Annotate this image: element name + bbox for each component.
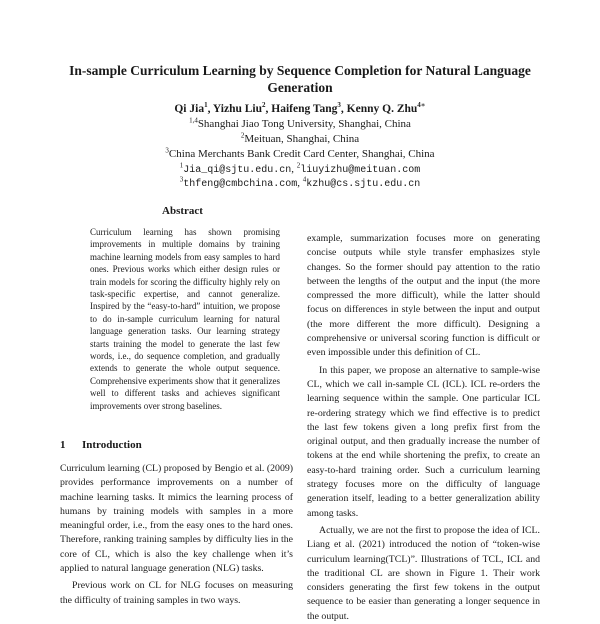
right-column-body — [307, 232, 540, 624]
email-address: kzhu@cs.sjtu.edu.cn — [306, 179, 421, 190]
author-name: Qi Jia — [174, 103, 205, 115]
section-title: Introduction — [82, 439, 142, 451]
email-address: Jia_qi@sjtu.edu.cn — [183, 165, 292, 176]
email-line: $^1$Jia_qi@sjtu.edu.cn, $^2$liuyizhu@meituan.com — [179, 161, 421, 176]
affiliation-text: China Merchants Bank Credit Card Center, Shanghai, China — [168, 148, 435, 160]
author-name: Kenny Q. Zhu — [346, 103, 418, 115]
paragraph: Actually, we are not the first to propose the idea of ICL. Liang et al. (2021) introduced the notion of “token-wise curriculum learning(TCL)”. Illustrations of TCL, ICL and the traditional CL are shown in Figure 1. Their work considers generating the first few tokens in the output sequence to be easier than generating a longer sequence in the output. — [307, 524, 540, 622]
email-address: thfeng@cmbchina.com — [183, 179, 298, 190]
affiliation-text: Meituan, Shanghai, China — [244, 133, 360, 145]
author-affil-mark: 1 — [204, 101, 208, 110]
author-affil-mark: 4∗ — [417, 101, 426, 110]
paragraph: In this paper, we propose an alternative to sample-wise CL, which we call in-sample CL (ICL). ICL re-orders the learning sequence within the sample. One particular ICL re-ordering strategy which we find effective is to predict the last few tokens given a long prefix first from the original output, and then gradually increase the number of tokens at the end while shortening the prefix, to create an easy-to-hard training order. Such a curriculum learning strategy focuses more on the difficulty of language generation itself, leading to a better generalization ability among tasks. — [307, 364, 540, 519]
email-line: $^3$thfeng@cmbchina.com, $^4$kzhu@cs.sjtu.edu.cn — [179, 175, 421, 190]
paper-title: In-sample Curriculum Learning by Sequence Completion for Natural Language Generation — [69, 63, 531, 95]
affil-mark: 2 — [240, 131, 245, 140]
section-heading — [60, 439, 290, 451]
paragraph: example, summarization focuses more on generating concise outputs while style transfer emphasizes style changes. So the former should pay attention to the ratio between the lengths of the output and the input (the more compressed the more difficult), while the latter should focus on differences in style between the input and output (the more different the more difficult). Designing a comprehensive or universal scoring function is difficult or even impossible under this definition of CL. — [307, 233, 540, 359]
author-list: Qi Jia$^1$, Yizhu Liu$^2$, Haifeng Tang$^3$, Kenny Q. Zhu$^{4∗}$ — [174, 101, 426, 115]
email-address: liuyizhu@meituan.com — [300, 165, 421, 176]
author-name: Haifeng Tang — [271, 103, 338, 115]
email-mark: 4 — [302, 175, 307, 184]
author-affil-mark: 2 — [262, 101, 266, 110]
affiliation-line — [60, 132, 540, 147]
affil-mark: 1,4 — [189, 116, 198, 125]
affiliation-text: Shanghai Jiao Tong University, Shanghai, China — [197, 118, 411, 130]
affiliation-line — [60, 117, 540, 132]
email-mark: 2 — [296, 161, 301, 170]
author-name: Yizhu Liu — [212, 103, 263, 115]
abstract-heading: Abstract — [162, 205, 203, 217]
left-column-body — [60, 462, 293, 608]
author-affil-mark: 3 — [337, 101, 341, 110]
paragraph: Previous work on CL for NLG focuses on measuring the difficulty of training samples in two ways. — [60, 580, 293, 606]
email-mark: 1 — [179, 161, 184, 170]
paragraph: Curriculum learning (CL) proposed by Bengio et al. (2009) provides performance improvements on a number of machine learning tasks. It mimics the learning process of humans by training models with samples in a more meaningful order, i.e., from the easy ones to the hard ones. Therefore, ranking training samples by difficulty lies in the core of CL, which is also the key challenge when it’s applied to natural language generation (NLG) tasks. — [60, 463, 293, 575]
section-number: 1 — [60, 439, 66, 451]
affil-mark: 3 — [165, 146, 169, 155]
affiliation-line — [60, 147, 540, 162]
abstract-body: Curriculum learning has shown promising improvements in multiple domains by training machine learning models from easy samples to hard ones. Previous works which either design rules or train models for scoring the difficulty highly rely on task-specific expertise, and cannot generalize. Inspired by the “easy-to-hard” intuition, we propose to do in-sample curriculum learning for natural language generation tasks. Our learning strategy starts training the model to generate the last few words, i.e., do sequence completion, and gradually extends to generate the whole output sequence. Comprehensive experiments show that it generalizes well to different tasks and achieves significant improvements over strong baselines. — [90, 227, 280, 411]
email-mark: 3 — [179, 175, 184, 184]
